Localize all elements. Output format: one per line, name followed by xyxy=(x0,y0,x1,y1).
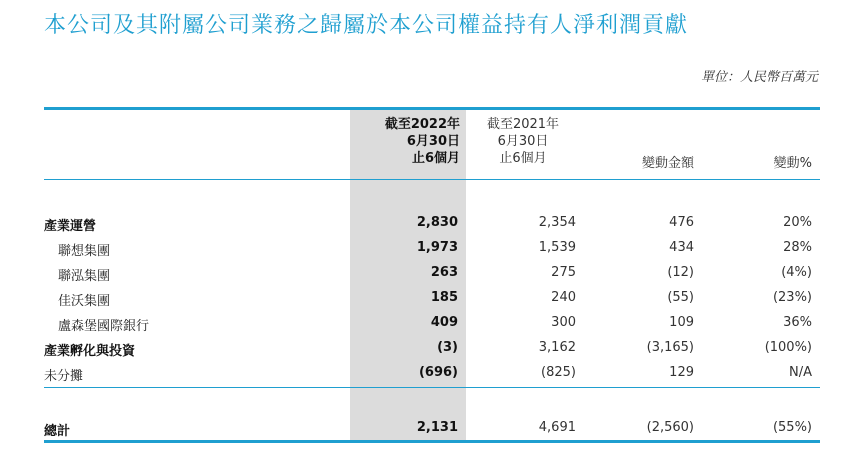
table-row-levima xyxy=(0,263,856,285)
header-previous-line-3: 止6個月 xyxy=(499,151,547,166)
cell-current: 1,973 xyxy=(416,240,458,255)
row-label: 佳沃集團 xyxy=(58,294,111,309)
cell-change: 476 xyxy=(669,215,694,230)
table-top-rule xyxy=(44,107,820,110)
table-row-bil xyxy=(0,313,856,335)
cell-current: 409 xyxy=(430,315,458,330)
table-row-joyvio xyxy=(0,288,856,310)
table-row-industrial-operations xyxy=(0,213,856,235)
cell-change: 109 xyxy=(669,315,694,330)
cell-change: 434 xyxy=(669,240,694,255)
table-row-total xyxy=(0,418,856,440)
cell-previous: 1,539 xyxy=(538,240,576,255)
cell-previous: 300 xyxy=(551,315,576,330)
cell-current: 2,830 xyxy=(416,215,458,230)
cell-previous: 240 xyxy=(551,290,576,305)
header-previous-line-2: 6月30日 xyxy=(497,134,549,149)
row-label: 聯泓集團 xyxy=(58,269,111,284)
row-label: 產業運營 xyxy=(44,219,97,234)
cell-change-percent: (23%) xyxy=(772,290,812,305)
header-separator xyxy=(44,179,820,180)
cell-current: 185 xyxy=(430,290,458,305)
table-bottom-rule xyxy=(44,440,820,443)
cell-change-percent: 36% xyxy=(783,315,812,330)
header-current-period xyxy=(352,116,460,167)
cell-current: (696) xyxy=(418,365,458,380)
cell-change: (12) xyxy=(667,265,694,280)
table-row-lenovo xyxy=(0,238,856,260)
page-title: 本公司及其附屬公司業務之歸屬於本公司權益持有人淨利潤貢獻 xyxy=(44,13,689,38)
row-label: 盧森堡國際銀行 xyxy=(58,319,150,334)
cell-change: (3,165) xyxy=(646,340,694,355)
cell-previous: 2,354 xyxy=(538,215,576,230)
header-change-percent: 變動% xyxy=(773,156,812,171)
cell-current: 2,131 xyxy=(416,420,458,435)
table-row-incubation-investment xyxy=(0,338,856,360)
subtotal-separator xyxy=(44,387,820,388)
table-row-unallocated xyxy=(0,363,856,385)
unit-note: 單位：人民幣百萬元 xyxy=(700,70,818,85)
row-label: 產業孵化與投資 xyxy=(44,344,136,359)
cell-change-percent: N/A xyxy=(789,365,812,380)
row-label: 總計 xyxy=(44,424,71,439)
cell-change: (2,560) xyxy=(646,420,694,435)
cell-change-percent: (100%) xyxy=(764,340,812,355)
row-label: 未分攤 xyxy=(44,369,84,384)
header-current-line-3: 止6個月 xyxy=(411,151,460,166)
cell-previous: 3,162 xyxy=(538,340,576,355)
cell-change: 129 xyxy=(669,365,694,380)
cell-change-percent: (4%) xyxy=(781,265,812,280)
cell-current: 263 xyxy=(430,265,458,280)
cell-current: (3) xyxy=(437,340,458,355)
cell-previous: 275 xyxy=(551,265,576,280)
row-label: 聯想集團 xyxy=(58,244,111,259)
header-previous-period xyxy=(470,116,576,167)
cell-change-percent: 28% xyxy=(783,240,812,255)
header-change-amount: 變動金額 xyxy=(641,156,694,171)
cell-previous: (825) xyxy=(541,365,576,380)
cell-change-percent: (55%) xyxy=(772,420,812,435)
header-previous-line-1: 截至2021年 xyxy=(486,117,560,132)
header-current-line-1: 截至2022年 xyxy=(384,117,460,132)
cell-previous: 4,691 xyxy=(538,420,576,435)
cell-change: (55) xyxy=(667,290,694,305)
header-current-line-2: 6月30日 xyxy=(406,134,460,149)
cell-change-percent: 20% xyxy=(783,215,812,230)
